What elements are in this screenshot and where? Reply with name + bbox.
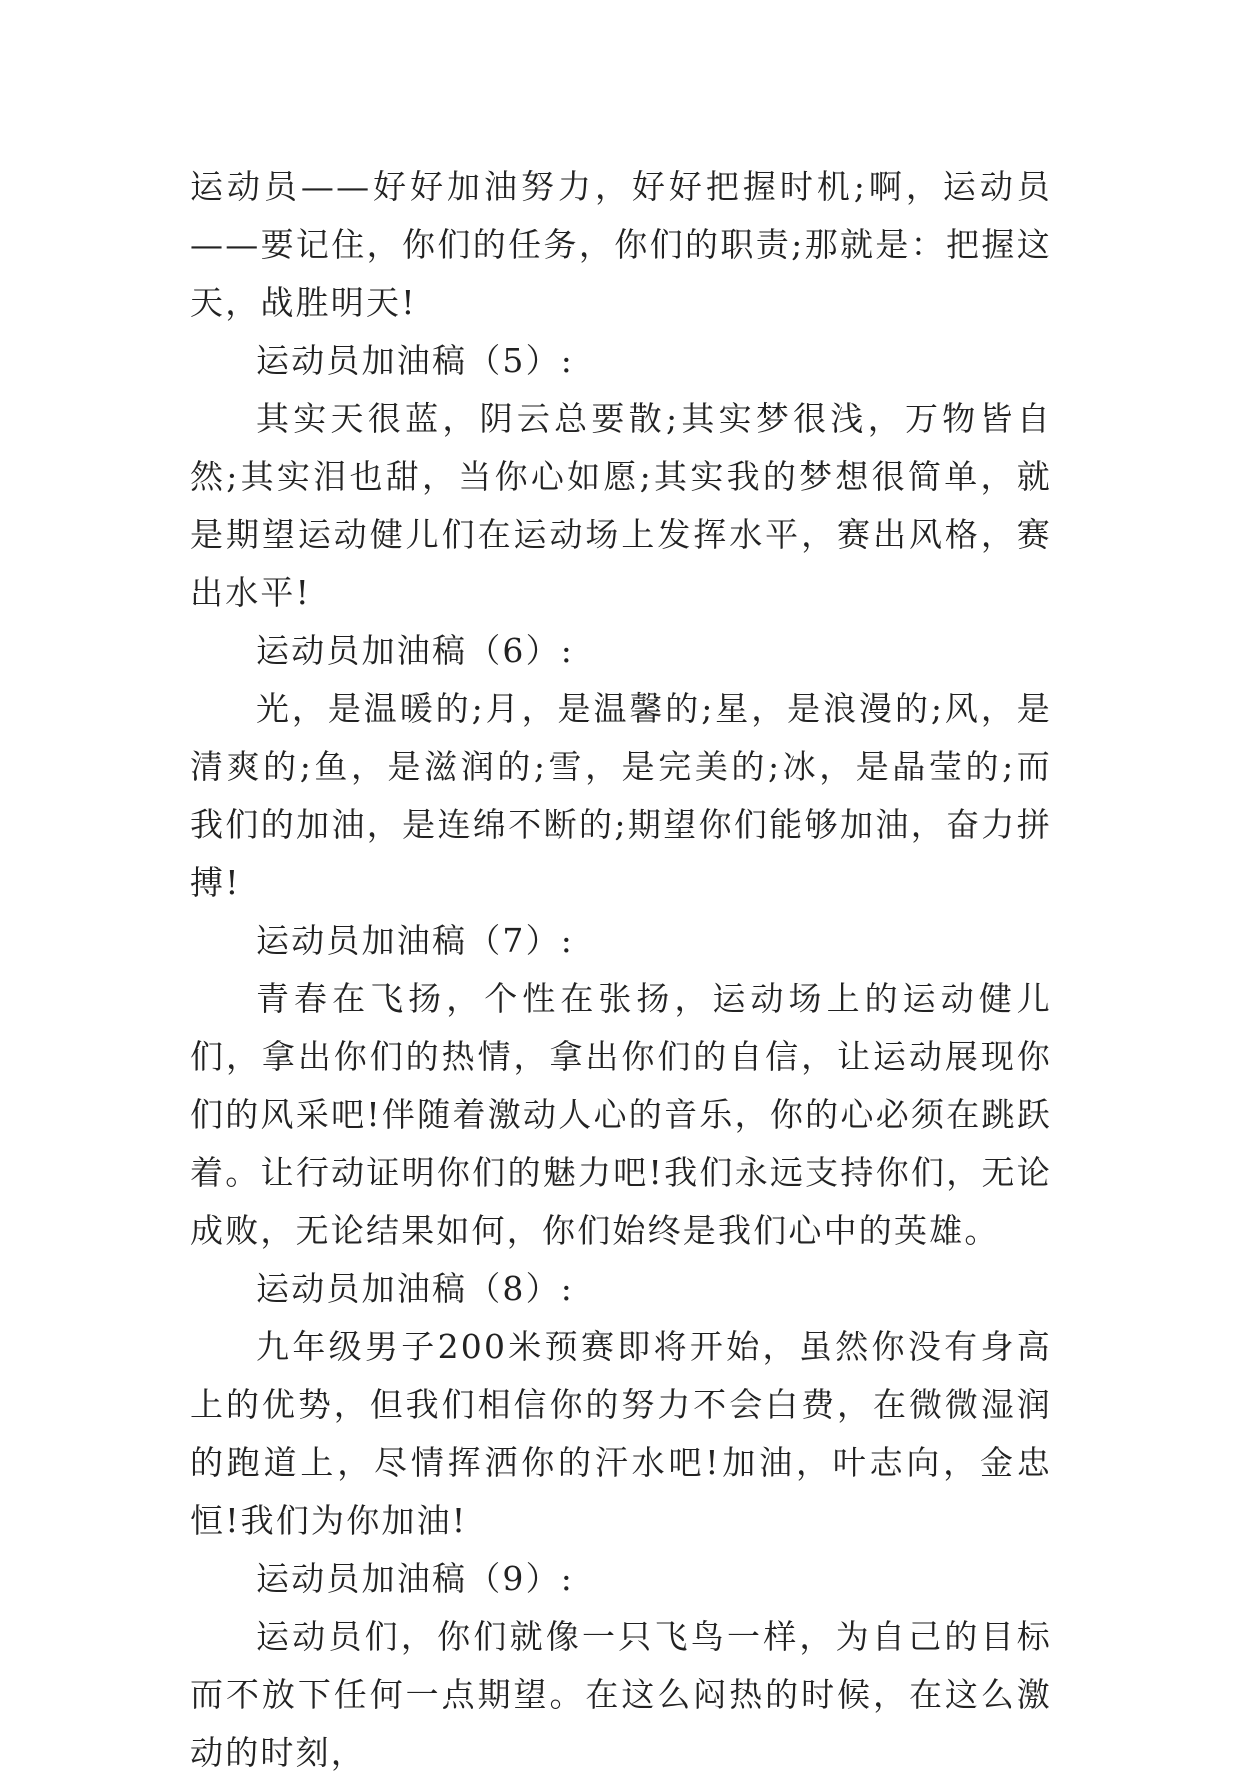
document-page [190, 158, 1052, 1782]
paragraph-5: 其实天很蓝，阴云总要散;其实梦很浅，万物皆自然;其实泪也甜，当你心如愿;其实我的梦想很简单，就是期望运动健儿们在运动场上发挥水平，赛出风格，赛出水平! [190, 399, 1052, 612]
paragraph-continuation: 运动员——好好加油努力，好好把握时机;啊，运动员——要记住，你们的任务，你们的职责;那就是：把握这天，战胜明天! [190, 167, 1052, 322]
paragraph-9: 运动员们，你们就像一只飞鸟一样，为自己的目标而不放下任何一点期望。在这么闷热的时候，在这么激动的时刻， [190, 1617, 1052, 1772]
section-heading-7: 运动员加油稿（7）: [256, 921, 575, 960]
section-heading-5: 运动员加油稿（5）: [256, 341, 575, 380]
paragraph-6: 光，是温暖的;月，是温馨的;星，是浪漫的;风，是清爽的;鱼，是滋润的;雪，是完美的;冰，是晶莹的;而我们的加油，是连绵不断的;期望你们能够加油，奋力拼搏! [190, 689, 1052, 902]
paragraph-7: 青春在飞扬，个性在张扬，运动场上的运动健儿们，拿出你们的热情，拿出你们的自信，让运动展现你们的风采吧!伴随着激动人心的音乐，你的心必须在跳跃着。让行动证明你们的魅力吧!我们永远支持你们，无论成败，无论结果如何，你们始终是我们心中的英雄。 [190, 979, 1052, 1250]
section-heading-8: 运动员加油稿（8）: [256, 1269, 575, 1308]
section-heading-9: 运动员加油稿（9）: [256, 1559, 575, 1598]
paragraph-8: 九年级男子200米预赛即将开始，虽然你没有身高上的优势，但我们相信你的努力不会白费，在微微湿润的跑道上，尽情挥洒你的汗水吧!加油，叶志向，金忠恒!我们为你加油! [190, 1327, 1052, 1540]
section-heading-6: 运动员加油稿（6）: [256, 631, 575, 670]
